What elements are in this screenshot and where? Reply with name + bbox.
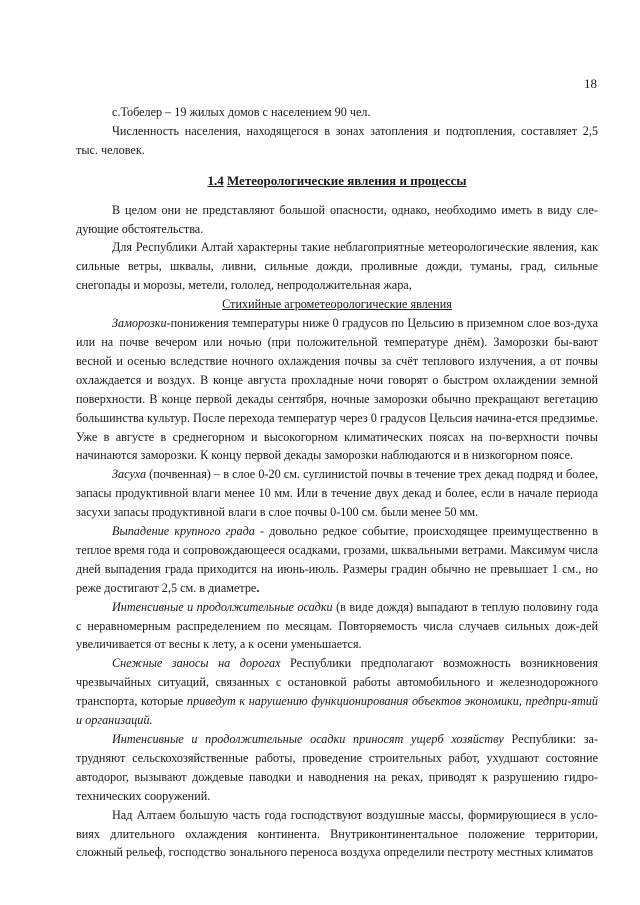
intro-line-1: с.Тобелер – 19 жилых домов с населением 90 чел. bbox=[112, 105, 371, 119]
text-hail-end: . bbox=[256, 580, 260, 595]
paragraph-frost bbox=[76, 314, 598, 465]
subheading: Стихийные агрометеорологические явления bbox=[222, 297, 452, 312]
paragraph-phenomena: Для Республики Алтай характерны такие неблагоприятные метеорологические явления, как сильные ветры, шквалы, ливни, сильные дожди, проливные дожди, туманы, град, сильные снегопады и морозы, метели, гололед, непродолжительная жара, bbox=[76, 240, 598, 293]
text-damage: Республики: за-трудняют сельскохозяйственные работы, проведение строительных работ, ухудшают состояние автодорог, вызывают дождевые паводки и наводнения на реках, приводят к разрушению гидро-технических сооружений. bbox=[76, 732, 598, 803]
term-frost: Заморозки bbox=[112, 316, 167, 331]
paragraph-damage bbox=[76, 730, 598, 806]
page-number: 18 bbox=[584, 76, 597, 91]
term-drought: Засуха bbox=[112, 467, 147, 482]
text-hail: - довольно редкое событие, происходящее преимущественно в теплое время года и сопровождающееся осадками, грозами, шквальными ветрами. Максимум числа дней выпадения града приходится на июнь-июль. Размеры градин обычно не превышает 1 см., но реже достигают 2,5 см. в диаметре bbox=[76, 524, 598, 595]
paragraph-snow bbox=[76, 654, 598, 730]
intro-line-2: Численность населения, находящегося в зонах затопления и подтопления, составляет 2,5 тыс. человек. bbox=[76, 123, 598, 157]
paragraph-hail bbox=[76, 522, 598, 598]
section-title: Метеорологические явления и процессы bbox=[226, 172, 467, 188]
term-snow: Снежные заносы на дорогах bbox=[112, 656, 281, 671]
paragraph-last: Над Алтаем большую часть года господствуют воздушные массы, формирующиеся в усло-виях длительного охлаждения континента. Внутриконтинентальное положение территории, сложный рельеф, господство зонального переноса воздуха определили пестроту местных климатов bbox=[76, 807, 598, 860]
paragraph-intro: В целом они не представляют большой опасности, однако, необходимо иметь в виду сле-дующие обстоятельства. bbox=[76, 202, 598, 236]
text-snow-tail: приведут к нарушению функционирования объектов экономики, предпри-ятий и организаций. bbox=[76, 694, 598, 728]
term-damage: Интенсивные и продолжительные осадки приносят ущерб хозяйству bbox=[112, 732, 504, 746]
term-precip: Интенсивные и продолжительные осадки bbox=[112, 599, 333, 614]
document-body bbox=[76, 103, 598, 862]
term-hail: Выпадение крупного града bbox=[112, 524, 255, 539]
text-precip: (в виде дождя) выпадают в теплую половину года с неравномерным распределением по месяцам. Повторяемость числа случаев сильных дож-дей увеличивается от весны к лету, а к осени уменьшается. bbox=[76, 599, 598, 652]
text-snow: Республики предполагают возможность возникновения чрезвычайных ситуаций, связанных с остановкой работы автомобильного и железнодорожного транспорта, которые bbox=[76, 656, 598, 709]
section-heading bbox=[76, 172, 598, 191]
paragraph-drought bbox=[76, 465, 598, 522]
text-frost: -понижения температуры ниже 0 градусов по Цельсию в приземном слое воз-духа или на почве вечером или ночью (при положительной температуре днём). Заморозки бы-вают весной и осенью вследствие ночного охлаждения почвы за счёт теплового излучения, а от почвы охлаждается и воздух. В конце августа прохладные ночи говорят о быстром охлаждении земной поверхности. В конце первой декады сентября, ночные заморозки обычно прекращают вегетацию большинства культур. После перехода температур через 0 градусов Цельсия начина-ется предзимье. Уже в августе в среднегорном и высокогорном климатических поясах на по-верхности почвы начинаются заморозки. К концу первой декады заморозки наблюдаются и в низкогорном поясе. bbox=[76, 316, 598, 463]
text-drought: (почвенная) – в слое 0-20 см. суглинистой почвы в течение трех декад подряд и более, запасы продуктивной влаги менее 10 мм. Или в течение двух декад и более, если в начале периода засухи запасы продуктивной влаги в слое почвы 0-100 см. были менее 50 мм. bbox=[76, 467, 598, 520]
section-number: 1.4 bbox=[207, 172, 224, 188]
paragraph-precip bbox=[76, 598, 598, 655]
